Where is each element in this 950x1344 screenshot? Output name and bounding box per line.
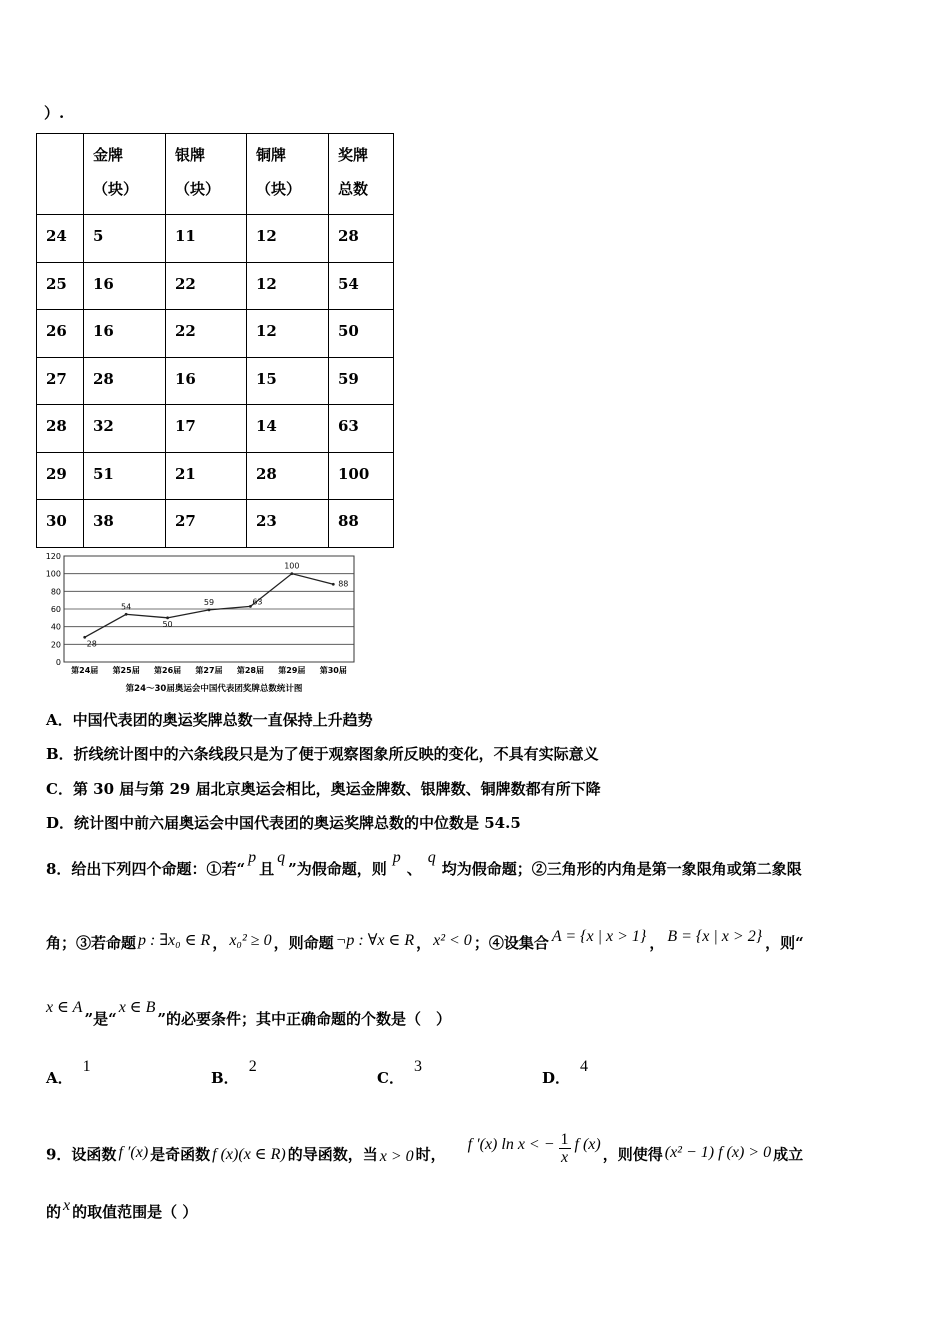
chart-data-label: 63 — [252, 597, 263, 607]
table-cell: 15 — [247, 357, 329, 405]
table-cell: 29 — [37, 452, 84, 500]
q8-text-9: ”的必要条件；其中正确命题的个数是（ ） — [157, 1010, 452, 1028]
q8-text-8: ”是“ — [84, 1010, 117, 1028]
chart-x-tick-label: 第26届 — [154, 666, 182, 675]
q8-math-p: p — [248, 849, 257, 866]
chart-data-label: 88 — [338, 579, 349, 589]
q8-math-xsq: x² < 0 — [433, 932, 472, 949]
q8-math-set-b: B = {x | x > 2} — [667, 928, 763, 945]
q9-math-fraction — [559, 1131, 571, 1166]
table-header-text: 金牌 — [93, 146, 124, 164]
chart-data-label: 54 — [121, 602, 132, 612]
table-cell: 100 — [329, 452, 394, 500]
q8-text-2: ”为假命题，则 — [288, 860, 387, 878]
table-cell: 12 — [247, 262, 329, 310]
table-cell: 27 — [166, 500, 247, 548]
medal-total-line-chart — [36, 550, 366, 700]
table-row — [37, 215, 394, 263]
q9-math-fprime: f ′(x) — [118, 1143, 149, 1161]
q8-option-d-label: D． — [542, 1069, 571, 1087]
chart-y-ticks — [46, 552, 61, 667]
table-cell: 28 — [84, 357, 166, 405]
q9-text-8: 的取值范围是（ ） — [72, 1203, 198, 1221]
q8-option-b-label: B． — [211, 1069, 239, 1087]
table-header-text: 铜牌 — [256, 146, 287, 164]
table-header-cell — [247, 134, 329, 215]
q8-text-5: ，则命题 — [273, 934, 334, 952]
q9-line2 — [46, 1197, 198, 1222]
table-row — [37, 405, 394, 453]
table-cell: 16 — [84, 310, 166, 358]
q8-option-d-value: 4 — [580, 1058, 589, 1075]
q7-option-c[interactable]: C．第 30 届与第 29 届北京奥运会相比，奥运金牌数、银牌数、铜牌数都有所下降 — [46, 780, 601, 798]
table-cell: 28 — [247, 452, 329, 500]
chart-y-tick-label: 60 — [50, 605, 61, 614]
q9-frac-den: x — [560, 1149, 569, 1166]
chart-data-labels — [87, 562, 349, 649]
chart-data-label: 59 — [203, 597, 215, 607]
table-row — [37, 310, 394, 358]
table-header-cell — [84, 134, 166, 215]
chart-y-tick-label: 100 — [45, 569, 61, 579]
table-header-cell — [37, 134, 84, 215]
q8-text-3: 均为假命题；②三角形的内角是第一象限角或第二象限 — [441, 860, 802, 878]
q8-option-a-label: A． — [46, 1069, 73, 1087]
q8-option-c[interactable] — [377, 1058, 422, 1088]
chart-x-tick-label: 第25届 — [112, 666, 140, 675]
q8-math-q2: q — [427, 849, 436, 866]
q9-math-fx: f (x)(x ∈ R) — [212, 1145, 286, 1163]
table-row — [37, 500, 394, 548]
q9-math-xgt0: x > 0 — [379, 1147, 414, 1165]
table-header-text: （块） — [93, 180, 139, 198]
q8-option-c-label: C． — [377, 1069, 404, 1087]
q8-option-d[interactable] — [542, 1058, 589, 1088]
chart-data-label: 28 — [86, 639, 97, 649]
q8-text-6: ；④设集合 — [473, 934, 549, 952]
q8-text-1: 8．给出下列四个命题：①若“ — [46, 860, 246, 878]
table-cell: 38 — [84, 500, 166, 548]
chart-point — [125, 613, 128, 616]
q8-comma-2: ， — [416, 934, 432, 952]
table-cell: 17 — [166, 405, 247, 453]
table-cell: 12 — [247, 215, 329, 263]
table-header-text: 银牌 — [175, 146, 206, 164]
chart-point — [208, 608, 211, 611]
table-cell: 28 — [37, 405, 84, 453]
chart-y-tick-label: 120 — [45, 552, 61, 561]
q8-math-set-a: A = {x | x > 1} — [551, 928, 647, 945]
table-cell: 16 — [84, 262, 166, 310]
table-header-text — [46, 172, 83, 206]
q8-option-b[interactable] — [211, 1058, 257, 1088]
q8-line2 — [46, 928, 804, 953]
q9-text-7: 的 — [46, 1203, 62, 1221]
table-header-text: 奖牌 — [338, 146, 369, 164]
table-cell: 23 — [247, 500, 329, 548]
table-header-text: 总数 — [338, 180, 369, 198]
q9-text-2: 是奇函数 — [150, 1145, 211, 1164]
q9-line1 — [46, 1131, 804, 1173]
q8-option-b-value: 2 — [248, 1058, 257, 1075]
q8-comma-1: ， — [212, 934, 228, 952]
chart-data-label: 50 — [162, 619, 173, 629]
q7-option-a[interactable]: A．中国代表团的奥运奖牌总数一直保持上升趋势 — [46, 711, 373, 729]
table-cell: 11 — [166, 215, 247, 263]
q9-text-1: 9．设函数 — [46, 1145, 117, 1164]
q8-text-7: ，则“ — [765, 934, 804, 952]
chart-point — [290, 572, 293, 575]
q8-option-a[interactable] — [46, 1058, 91, 1088]
table-cell: 21 — [166, 452, 247, 500]
table-row — [37, 452, 394, 500]
q8-math-q: q — [277, 849, 286, 866]
table-cell: 32 — [84, 405, 166, 453]
table-cell: 88 — [329, 500, 394, 548]
table-cell: 27 — [37, 357, 84, 405]
chart-x-tick-label: 第30届 — [319, 666, 347, 675]
q8-line3 — [46, 999, 452, 1029]
table-header-cell — [166, 134, 247, 215]
chart-point — [166, 616, 169, 619]
q9-text-4: 时， — [415, 1145, 446, 1164]
table-cell: 28 — [329, 215, 394, 263]
table-header-text — [46, 138, 83, 172]
table-cell: 24 — [37, 215, 84, 263]
q9-math-condition: (x² − 1) f (x) > 0 — [664, 1143, 772, 1161]
chart-x-tick-label: 第27届 — [195, 666, 223, 675]
q8-line1 — [46, 849, 802, 879]
table-cell: 50 — [329, 310, 394, 358]
table-cell: 22 — [166, 262, 247, 310]
previous-question-fragment: ）. — [44, 104, 65, 122]
chart-y-tick-label: 80 — [50, 587, 61, 597]
table-row — [37, 357, 394, 405]
table-cell: 25 — [37, 262, 84, 310]
table-cell: 16 — [166, 357, 247, 405]
table-header-text: （块） — [175, 180, 221, 198]
chart-y-tick-label: 40 — [50, 622, 61, 632]
q9-math-fx2: f (x) — [574, 1135, 601, 1153]
chart-x-tick-label: 第28届 — [236, 666, 264, 675]
q8-option-a-value: 1 — [82, 1058, 91, 1075]
chart-title: 第24～30届奥运会中国代表团奖牌总数统计图 — [125, 684, 303, 694]
q7-option-b[interactable]: B．折线统计图中的六条线段只是为了便于观察图象所反映的变化，不具有实际意义 — [46, 745, 599, 763]
table-cell: 59 — [329, 357, 394, 405]
q9-text-6: 成立 — [773, 1145, 804, 1164]
q8-text-and: 且 — [259, 860, 275, 878]
q9-text-3: 的导函数，当 — [287, 1145, 378, 1164]
q8-math-x-in-b: x ∈ B — [118, 999, 156, 1016]
table-cell: 12 — [247, 310, 329, 358]
q9-math-x: x — [63, 1197, 71, 1214]
q9-text-5: ，则使得 — [602, 1145, 663, 1164]
q8-math-exists: p : ∃x₀ ∈ R — [138, 932, 211, 949]
q9-math-inequality: f ′(x) ln x < − — [467, 1135, 555, 1153]
q8-math-p2: p — [392, 849, 401, 866]
chart-point — [83, 636, 86, 639]
table-cell: 14 — [247, 405, 329, 453]
table-cell: 26 — [37, 310, 84, 358]
q8-comma-3: ， — [649, 934, 665, 952]
q8-math-x-in-a: x ∈ A — [46, 999, 83, 1016]
table-row — [37, 262, 394, 310]
table-cell: 5 — [84, 215, 166, 263]
q8-text-4: 角；③若命题 — [46, 934, 137, 952]
q8-math-forall: ¬p : ∀x ∈ R — [335, 932, 415, 949]
table-cell: 30 — [37, 500, 84, 548]
q7-option-d[interactable]: D．统计图中前六届奥运会中国代表团的奥运奖牌总数的中位数是 54.5 — [46, 814, 521, 832]
q8-option-c-value: 3 — [413, 1058, 422, 1075]
q8-text-sep: 、 — [406, 860, 422, 878]
table-cell: 54 — [329, 262, 394, 310]
medal-table — [36, 133, 394, 548]
table-header-cell — [329, 134, 394, 215]
table-header-text: （块） — [256, 180, 302, 198]
chart-point — [332, 583, 335, 586]
table-cell: 22 — [166, 310, 247, 358]
q8-math-x0sq: x₀² ≥ 0 — [229, 932, 272, 949]
chart-y-tick-label: 20 — [50, 640, 61, 650]
chart-x-tick-label: 第29届 — [278, 666, 306, 675]
chart-y-tick-label: 0 — [55, 658, 61, 667]
table-cell: 63 — [329, 405, 394, 453]
chart-x-tick-label: 第24届 — [71, 666, 99, 675]
q9-frac-num: 1 — [560, 1131, 569, 1148]
chart-data-label: 100 — [284, 561, 300, 571]
table-cell: 51 — [84, 452, 166, 500]
chart-x-ticks — [71, 665, 347, 675]
